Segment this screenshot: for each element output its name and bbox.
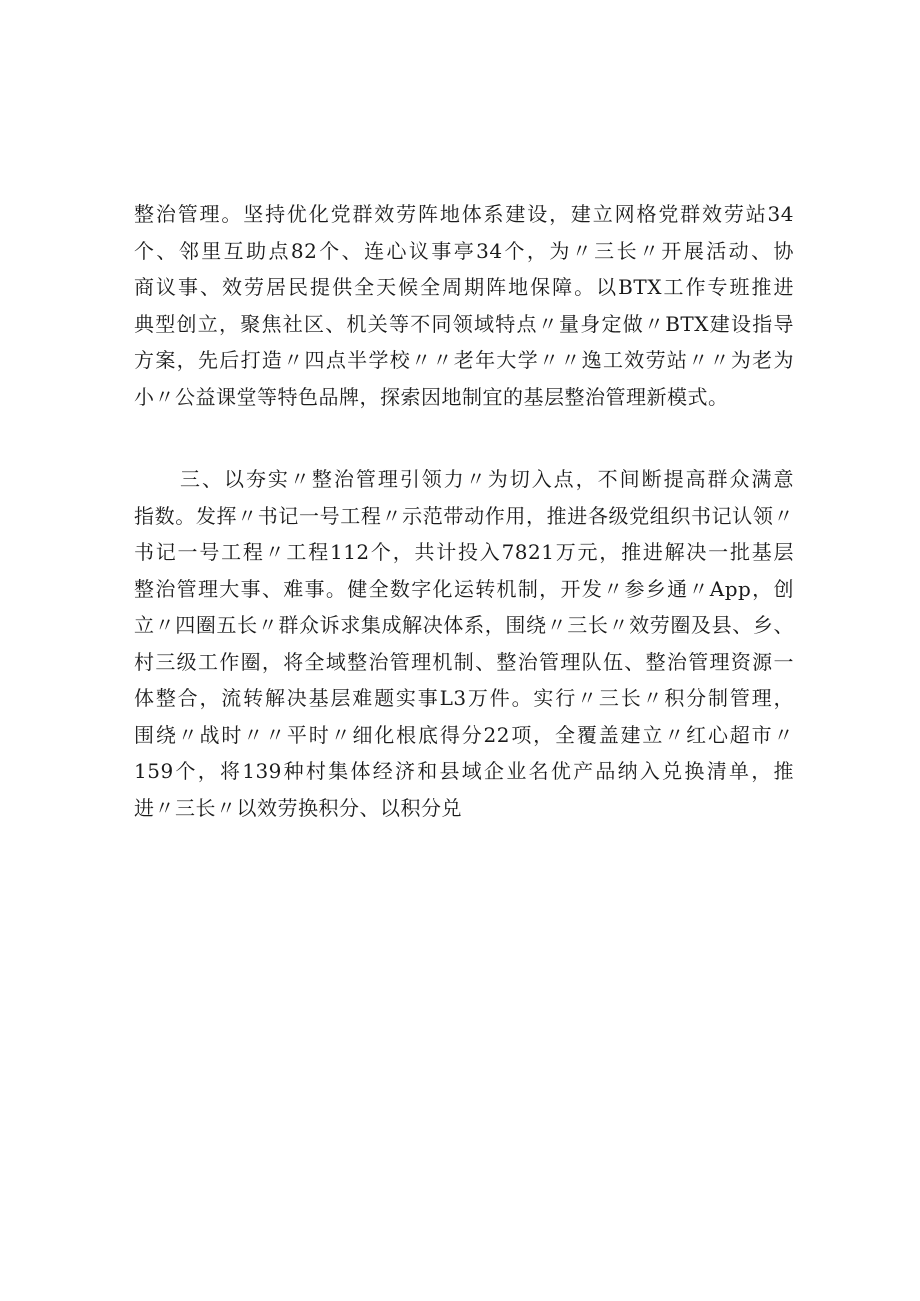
paragraph-line: 整治管理大事、难事。健全数字化运转机制，开发〃参乡通〃App，创 — [134, 576, 794, 601]
paragraph-1 — [134, 196, 794, 415]
paragraph-line: 书记一号工程〃工程112个，共计投入7821万元，推进解决一批基层 — [134, 540, 794, 564]
paragraph-line: 立〃四圈五长〃群众诉求集成解决体系，围绕〃三长〃效劳圈及县、乡、 — [134, 613, 794, 637]
paragraph-line: 进〃三长〃以效劳换积分、以积分兑 — [134, 795, 462, 820]
paragraph-line: 典型创立，聚焦社区、机关等不同领域特点〃量身定做〃BTX建设指导 — [134, 311, 794, 336]
paragraph-line: 整治管理。坚持优化党群效劳阵地体系建设，建立网格党群效劳站34 — [134, 202, 794, 226]
paragraph-line: 村三级工作圈，将全域整治管理机制、整治管理队伍、整治管理资源一 — [134, 649, 794, 674]
paragraph-line: 三、以夯实〃整治管理引领力〃为切入点，不间断提高群众满意 — [180, 467, 794, 491]
paragraph-line: 指数。发挥〃书记一号工程〃示范带动作用，推进各级党组织书记认领〃 — [134, 503, 794, 528]
paragraph-line: 方案，先后打造〃四点半学校〃〃老年大学〃〃逸工效劳站〃〃为老为 — [134, 348, 794, 372]
paragraph-line: 围绕〃战时〃〃平时〃细化根底得分22项，全覆盖建立〃红心超市〃 — [134, 722, 794, 747]
paragraph-2 — [134, 461, 794, 826]
paragraph-line: 个、邻里互助点82个、连心议事亭34个，为〃三长〃开展活动、协 — [134, 238, 794, 263]
paragraph-line: 体整合，流转解决基层难题实事L3万件。实行〃三长〃积分制管理， — [134, 686, 794, 710]
paragraph-line: 小〃公益课堂等特色品牌，探索因地制宜的基层整治管理新模式。 — [134, 384, 729, 409]
paragraph-line: 商议事、效劳居民提供全天候全周期阵地保障。以BTX工作专班推进 — [134, 275, 794, 299]
paragraph-line: 159个，将139种村集体经济和县域企业名优产品纳入兑换清单，推 — [134, 759, 794, 783]
